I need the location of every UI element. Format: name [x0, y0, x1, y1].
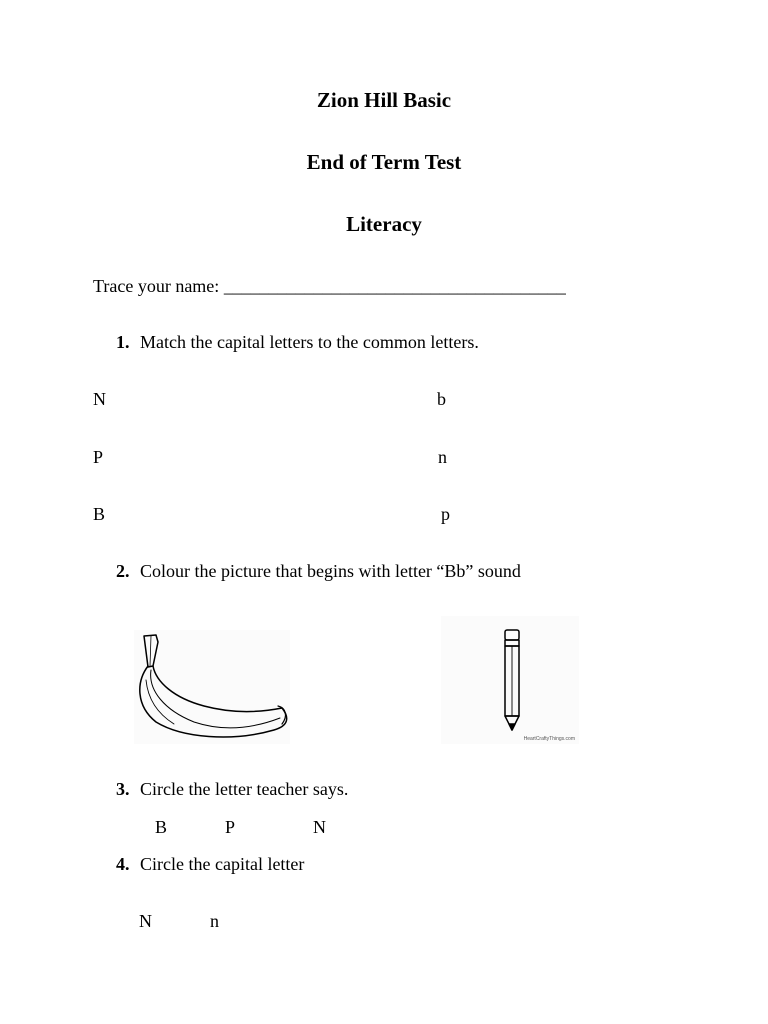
- answer-letter[interactable]: P: [225, 817, 236, 837]
- question-number: 2.: [116, 561, 130, 581]
- question-number: 3.: [116, 779, 130, 799]
- subject-title: Literacy: [346, 212, 422, 236]
- question-2: [116, 561, 521, 582]
- question-number: 4.: [116, 854, 130, 874]
- lowercase-letter: n: [438, 447, 447, 467]
- lowercase-letter: b: [437, 389, 446, 409]
- question-text: Circle the letter teacher says.: [140, 779, 349, 799]
- capital-letter: B: [93, 504, 106, 524]
- school-name: Zion Hill Basic: [316, 88, 452, 112]
- test-title: End of Term Test: [306, 150, 462, 174]
- lowercase-letter: p: [441, 504, 450, 524]
- question-4: [116, 854, 304, 875]
- question-text: Match the capital letters to the common letters.: [140, 332, 479, 352]
- question-text: Colour the picture that begins with letter “Bb” sound: [140, 561, 521, 581]
- trace-name-label: Trace your name:: [93, 276, 220, 296]
- trace-name-line: ______________________________________: [223, 276, 566, 296]
- capital-letter: N: [93, 389, 106, 409]
- image-credit: HeartCraftyThings.com: [523, 736, 575, 742]
- question-3: [116, 779, 348, 800]
- question-number: 1.: [116, 332, 130, 352]
- trace-name-row: [93, 276, 566, 297]
- pencil-icon: [441, 616, 579, 744]
- answer-letter[interactable]: n: [210, 911, 219, 931]
- pencil-picture[interactable]: [441, 616, 579, 744]
- question-text: Circle the capital letter: [140, 854, 305, 874]
- question-1: [116, 332, 479, 353]
- banana-icon: [134, 630, 290, 744]
- answer-letter[interactable]: N: [139, 911, 152, 931]
- banana-picture[interactable]: [134, 630, 290, 744]
- answer-letter[interactable]: B: [155, 817, 168, 837]
- answer-letter[interactable]: N: [313, 817, 326, 837]
- capital-letter: P: [93, 447, 104, 467]
